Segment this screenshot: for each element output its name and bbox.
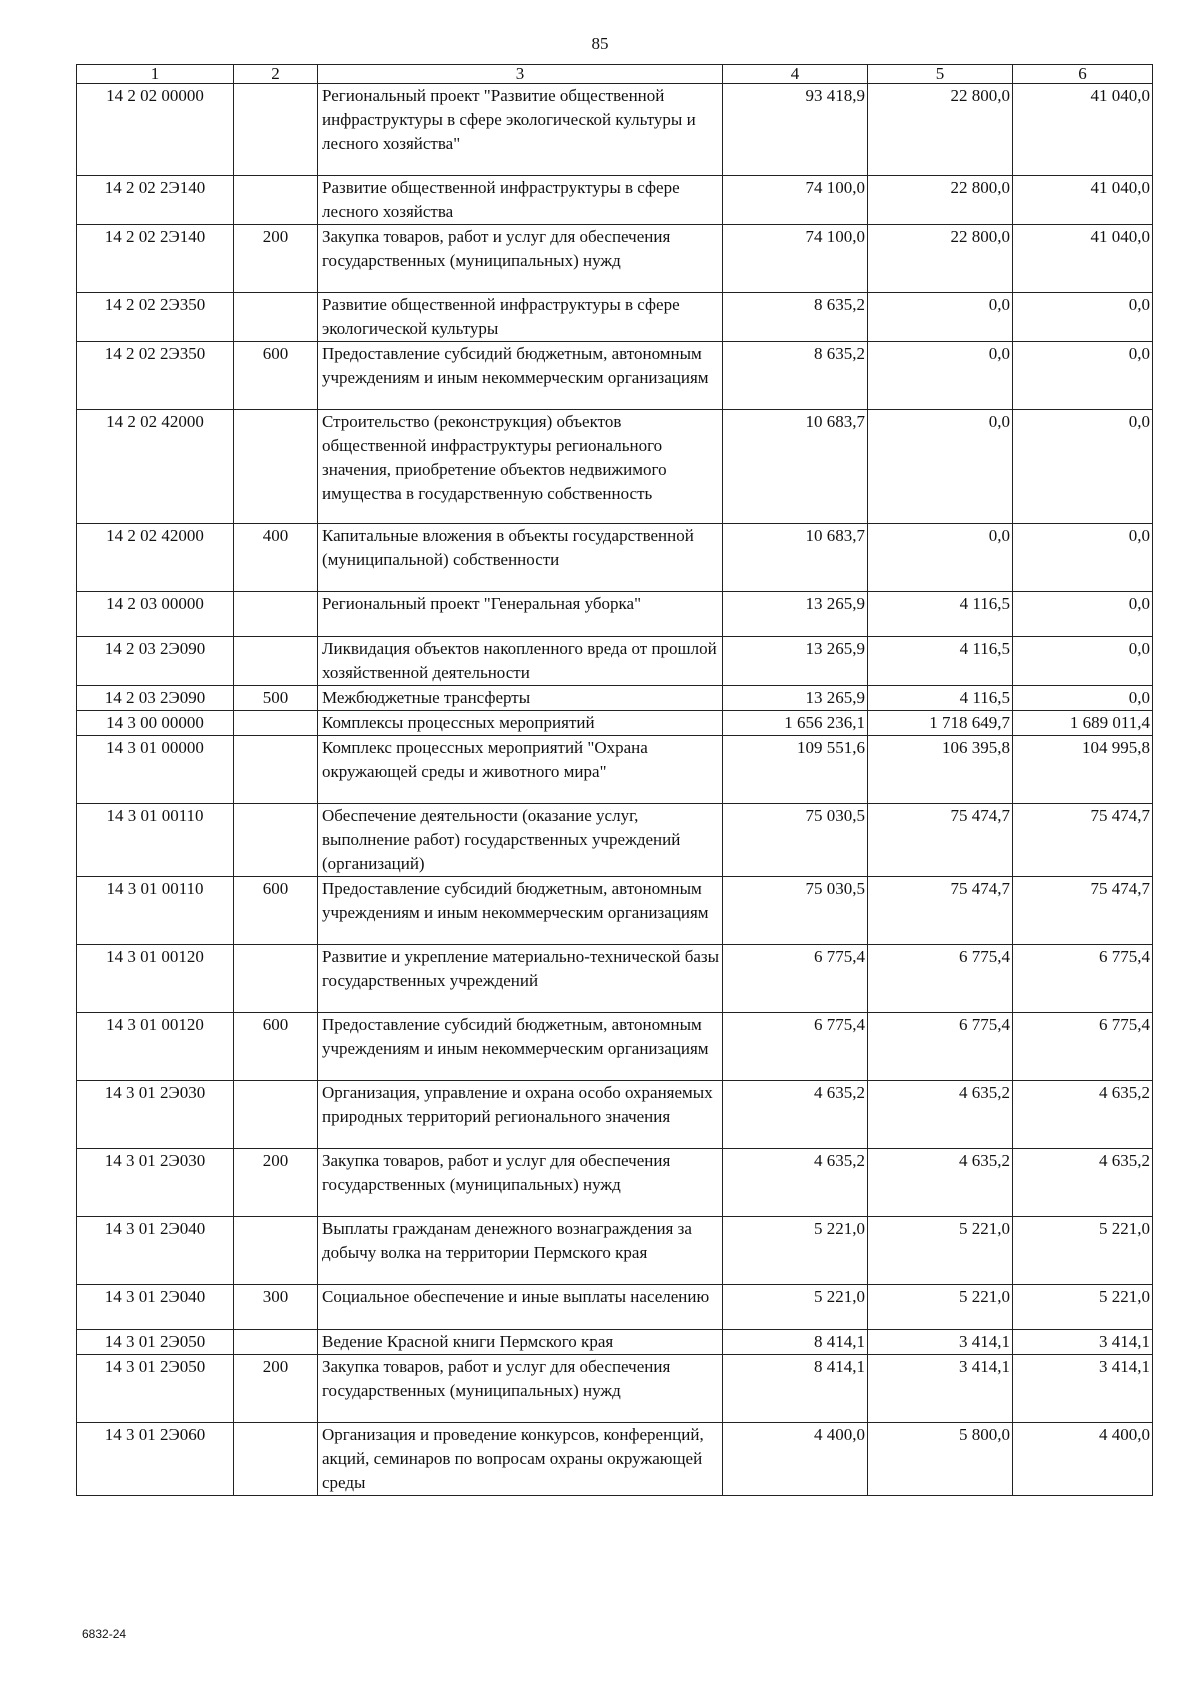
table-row [77,176,1153,225]
amount-col5: 0,0 [868,524,1013,592]
amount-col5: 22 800,0 [868,176,1013,225]
column-header: 4 [723,65,868,84]
table-row [77,1355,1153,1423]
budget-code: 14 3 01 2Э060 [77,1423,234,1496]
budget-code: 14 3 01 00120 [77,1013,234,1081]
amount-col6: 0,0 [1013,410,1153,524]
item-name: Межбюджетные трансферты [318,686,723,711]
expense-type: 400 [234,524,318,592]
expense-type [234,293,318,342]
budget-code: 14 2 03 00000 [77,592,234,637]
budget-code: 14 3 01 00120 [77,945,234,1013]
amount-col6: 4 400,0 [1013,1423,1153,1496]
amount-col6: 1 689 011,4 [1013,711,1153,736]
budget-code: 14 3 01 00000 [77,736,234,804]
budget-code: 14 3 01 2Э030 [77,1081,234,1149]
budget-code: 14 3 01 2Э040 [77,1217,234,1285]
item-name: Развитие общественной инфраструктуры в сфере экологической культуры [318,293,723,342]
budget-code: 14 2 02 2Э140 [77,176,234,225]
amount-col6: 104 995,8 [1013,736,1153,804]
amount-col4: 8 635,2 [723,293,868,342]
table-row [77,804,1153,877]
expense-type [234,1330,318,1355]
expense-type: 200 [234,1149,318,1217]
amount-col6: 0,0 [1013,293,1153,342]
amount-col6: 6 775,4 [1013,945,1153,1013]
table-row [77,1149,1153,1217]
budget-code: 14 3 01 2Э050 [77,1355,234,1423]
expense-type: 600 [234,877,318,945]
amount-col4: 75 030,5 [723,804,868,877]
budget-code: 14 3 01 00110 [77,877,234,945]
expense-type: 200 [234,1355,318,1423]
amount-col4: 74 100,0 [723,225,868,293]
expense-type [234,1217,318,1285]
amount-col6: 0,0 [1013,524,1153,592]
table-row [77,84,1153,176]
amount-col4: 6 775,4 [723,945,868,1013]
amount-col5: 5 221,0 [868,1217,1013,1285]
budget-table [76,64,1153,1496]
expense-type: 300 [234,1285,318,1330]
amount-col6: 3 414,1 [1013,1355,1153,1423]
table-row [77,945,1153,1013]
table-row [77,524,1153,592]
amount-col4: 8 414,1 [723,1355,868,1423]
budget-code: 14 2 03 2Э090 [77,686,234,711]
expense-type [234,711,318,736]
amount-col5: 75 474,7 [868,804,1013,877]
item-name: Капитальные вложения в объекты государственной (муниципальной) собственности [318,524,723,592]
amount-col4: 4 635,2 [723,1081,868,1149]
expense-type [234,592,318,637]
amount-col6: 41 040,0 [1013,176,1153,225]
table-row [77,342,1153,410]
budget-code: 14 2 02 42000 [77,410,234,524]
budget-code: 14 2 02 2Э350 [77,342,234,410]
amount-col6: 75 474,7 [1013,804,1153,877]
amount-col4: 6 775,4 [723,1013,868,1081]
table-row [77,736,1153,804]
amount-col4: 5 221,0 [723,1217,868,1285]
budget-code: 14 2 02 2Э350 [77,293,234,342]
table-row [77,686,1153,711]
amount-col4: 109 551,6 [723,736,868,804]
amount-col6: 0,0 [1013,686,1153,711]
amount-col6: 41 040,0 [1013,225,1153,293]
budget-code: 14 2 02 2Э140 [77,225,234,293]
amount-col5: 6 775,4 [868,945,1013,1013]
budget-code: 14 3 01 2Э030 [77,1149,234,1217]
column-header: 3 [318,65,723,84]
amount-col4: 13 265,9 [723,592,868,637]
expense-type [234,1081,318,1149]
amount-col5: 3 414,1 [868,1355,1013,1423]
amount-col4: 8 635,2 [723,342,868,410]
amount-col5: 4 116,5 [868,592,1013,637]
table-row [77,1423,1153,1496]
amount-col5: 5 221,0 [868,1285,1013,1330]
item-name: Развитие и укрепление материально-технической базы государственных учреждений [318,945,723,1013]
document-code: 6832-24 [82,1627,127,1641]
amount-col5: 0,0 [868,410,1013,524]
amount-col5: 4 116,5 [868,637,1013,686]
expense-type: 600 [234,342,318,410]
amount-col6: 5 221,0 [1013,1285,1153,1330]
budget-code: 14 3 01 00110 [77,804,234,877]
amount-col4: 4 400,0 [723,1423,868,1496]
expense-type [234,945,318,1013]
amount-col6: 41 040,0 [1013,84,1153,176]
amount-col5: 0,0 [868,293,1013,342]
table-row [77,410,1153,524]
table-row [77,225,1153,293]
table-row [77,711,1153,736]
expense-type: 500 [234,686,318,711]
expense-type [234,637,318,686]
item-name: Предоставление субсидий бюджетным, автономным учреждениям и иным некоммерческим организациям [318,1013,723,1081]
amount-col6: 75 474,7 [1013,877,1153,945]
amount-col4: 74 100,0 [723,176,868,225]
amount-col5: 6 775,4 [868,1013,1013,1081]
amount-col6: 3 414,1 [1013,1330,1153,1355]
amount-col4: 13 265,9 [723,637,868,686]
amount-col6: 0,0 [1013,637,1153,686]
amount-col5: 5 800,0 [868,1423,1013,1496]
item-name: Обеспечение деятельности (оказание услуг, выполнение работ) государственных учреждений (организаций) [318,804,723,877]
item-name: Предоставление субсидий бюджетным, автономным учреждениям и иным некоммерческим организациям [318,877,723,945]
item-name: Организация и проведение конкурсов, конференций, акций, семинаров по вопросам охраны окружающей среды [318,1423,723,1496]
expense-type [234,736,318,804]
item-name: Региональный проект "Развитие общественной инфраструктуры в сфере экологической культуры и лесного хозяйства" [318,84,723,176]
amount-col5: 1 718 649,7 [868,711,1013,736]
amount-col6: 0,0 [1013,592,1153,637]
amount-col4: 4 635,2 [723,1149,868,1217]
item-name: Выплаты гражданам денежного вознаграждения за добычу волка на территории Пермского края [318,1217,723,1285]
amount-col4: 5 221,0 [723,1285,868,1330]
amount-col6: 5 221,0 [1013,1217,1153,1285]
amount-col4: 10 683,7 [723,410,868,524]
column-header: 1 [77,65,234,84]
table-row [77,1081,1153,1149]
expense-type [234,410,318,524]
amount-col5: 4 635,2 [868,1081,1013,1149]
page-number: 85 [591,34,609,53]
budget-code: 14 2 03 2Э090 [77,637,234,686]
amount-col4: 10 683,7 [723,524,868,592]
amount-col6: 4 635,2 [1013,1149,1153,1217]
amount-col5: 0,0 [868,342,1013,410]
item-name: Ведение Красной книги Пермского края [318,1330,723,1355]
item-name: Региональный проект "Генеральная уборка" [318,592,723,637]
item-name: Развитие общественной инфраструктуры в сфере лесного хозяйства [318,176,723,225]
column-header: 5 [868,65,1013,84]
budget-code: 14 2 02 42000 [77,524,234,592]
item-name: Закупка товаров, работ и услуг для обеспечения государственных (муниципальных) нужд [318,1355,723,1423]
budget-code: 14 2 02 00000 [77,84,234,176]
table-row [77,293,1153,342]
column-header: 2 [234,65,318,84]
budget-code: 14 3 01 2Э040 [77,1285,234,1330]
column-header: 6 [1013,65,1153,84]
amount-col6: 0,0 [1013,342,1153,410]
expense-type: 200 [234,225,318,293]
amount-col6: 4 635,2 [1013,1081,1153,1149]
expense-type [234,176,318,225]
table-row [77,1013,1153,1081]
amount-col4: 75 030,5 [723,877,868,945]
amount-col5: 22 800,0 [868,225,1013,293]
item-name: Комплексы процессных мероприятий [318,711,723,736]
expense-type: 600 [234,1013,318,1081]
table-row [77,592,1153,637]
amount-col5: 75 474,7 [868,877,1013,945]
budget-code: 14 3 01 2Э050 [77,1330,234,1355]
expense-type [234,84,318,176]
item-name: Ликвидация объектов накопленного вреда от прошлой хозяйственной деятельности [318,637,723,686]
amount-col5: 4 116,5 [868,686,1013,711]
item-name: Закупка товаров, работ и услуг для обеспечения государственных (муниципальных) нужд [318,1149,723,1217]
table-header-row [77,65,1153,84]
table-row [77,1285,1153,1330]
table-row [77,877,1153,945]
table-row [77,1330,1153,1355]
amount-col4: 1 656 236,1 [723,711,868,736]
amount-col6: 6 775,4 [1013,1013,1153,1081]
item-name: Комплекс процессных мероприятий "Охрана окружающей среды и животного мира" [318,736,723,804]
expense-type [234,1423,318,1496]
amount-col4: 93 418,9 [723,84,868,176]
table-row [77,637,1153,686]
table-row [77,1217,1153,1285]
amount-col5: 106 395,8 [868,736,1013,804]
amount-col4: 13 265,9 [723,686,868,711]
amount-col5: 22 800,0 [868,84,1013,176]
amount-col5: 3 414,1 [868,1330,1013,1355]
amount-col4: 8 414,1 [723,1330,868,1355]
item-name: Предоставление субсидий бюджетным, автономным учреждениям и иным некоммерческим организациям [318,342,723,410]
expense-type [234,804,318,877]
budget-code: 14 3 00 00000 [77,711,234,736]
item-name: Социальное обеспечение и иные выплаты населению [318,1285,723,1330]
item-name: Закупка товаров, работ и услуг для обеспечения государственных (муниципальных) нужд [318,225,723,293]
item-name: Строительство (реконструкция) объектов общественной инфраструктуры регионального значения, приобретение объектов недвижимого имущества в государственную собственность [318,410,723,524]
item-name: Организация, управление и охрана особо охраняемых природных территорий регионального значения [318,1081,723,1149]
amount-col5: 4 635,2 [868,1149,1013,1217]
